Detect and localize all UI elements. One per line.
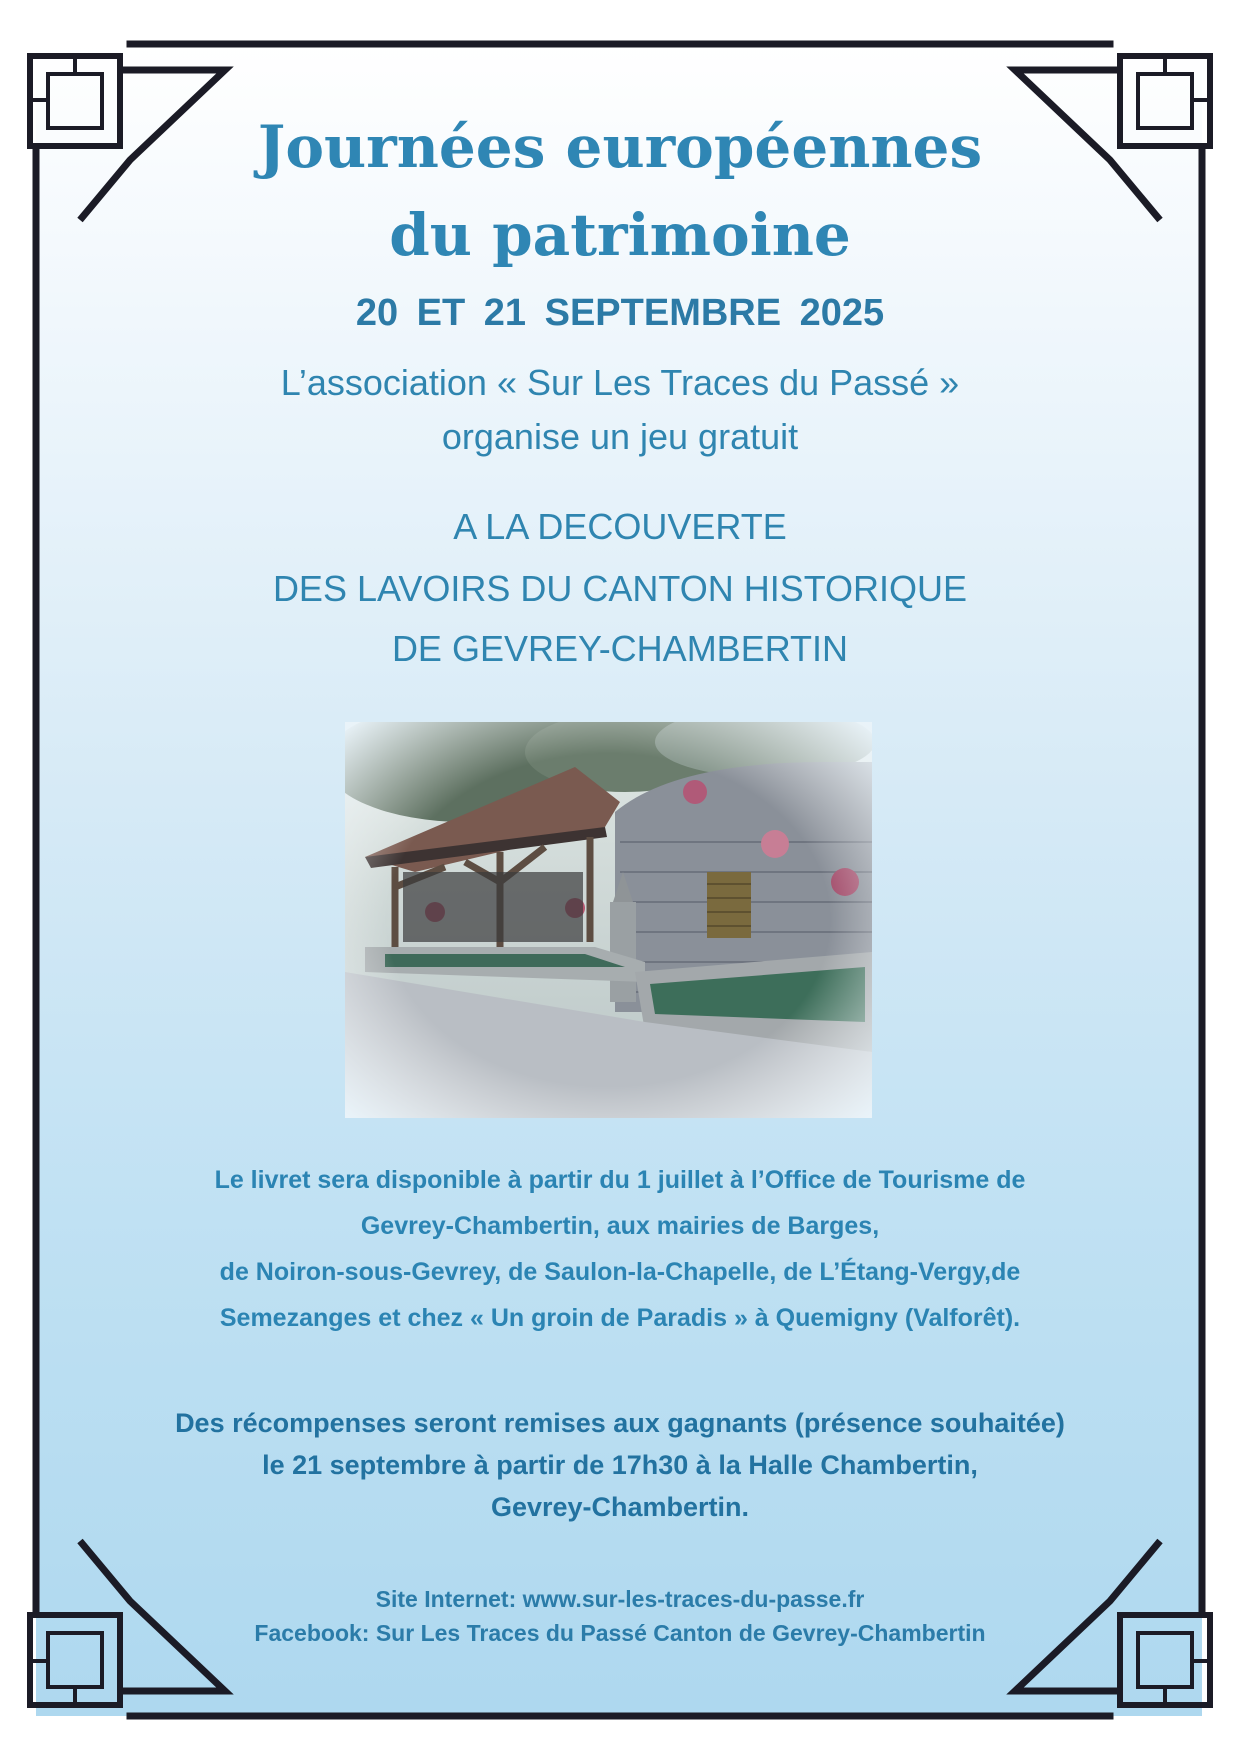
website-text: Site Internet: www.sur-les-traces-du-passe.fr <box>375 1586 865 1612</box>
rewards-line-3: Gevrey-Chambertin. <box>490 1492 750 1522</box>
facebook-text: Facebook: Sur Les Traces du Passé Canton de Gevrey-Chambertin <box>254 1620 986 1646</box>
booklet-line-3: de Noiron-sous-Gevrey, de Saulon-la-Chapelle, de L’Étang-Vergy,de <box>219 1258 1021 1286</box>
lavoir-photo <box>345 722 872 1118</box>
title-line-1: Journées européennes <box>257 113 983 181</box>
event-date: 20 ET 21 SEPTEMBRE 2025 <box>355 292 885 334</box>
rewards-line-2: le 21 septembre à partir de 17h30 à la Halle Chambertin, <box>262 1450 978 1480</box>
booklet-line-1: Le livret sera disponible à partir du 1 juillet à l’Office de Tourisme de <box>214 1166 1026 1194</box>
association-line-2: organise un jeu gratuit <box>441 416 799 457</box>
game-title-line-2: DES LAVOIRS DU CANTON HISTORIQUE <box>272 568 968 609</box>
booklet-line-2: Gevrey-Chambertin, aux mairies de Barges, <box>360 1212 880 1240</box>
association-line-1: L’association « Sur Les Traces du Passé » <box>280 362 960 403</box>
rewards-line-1: Des récompenses seront remises aux gagnants (présence souhaitée) <box>175 1408 1065 1438</box>
title-line-2: du patrimoine <box>389 201 851 269</box>
booklet-line-4: Semezanges et chez « Un groin de Paradis » à Quemigny (Valforêt). <box>219 1304 1021 1332</box>
game-title-line-1: A LA DECOUVERTE <box>453 506 787 547</box>
game-title-line-3: DE GEVREY-CHAMBERTIN <box>391 628 849 669</box>
